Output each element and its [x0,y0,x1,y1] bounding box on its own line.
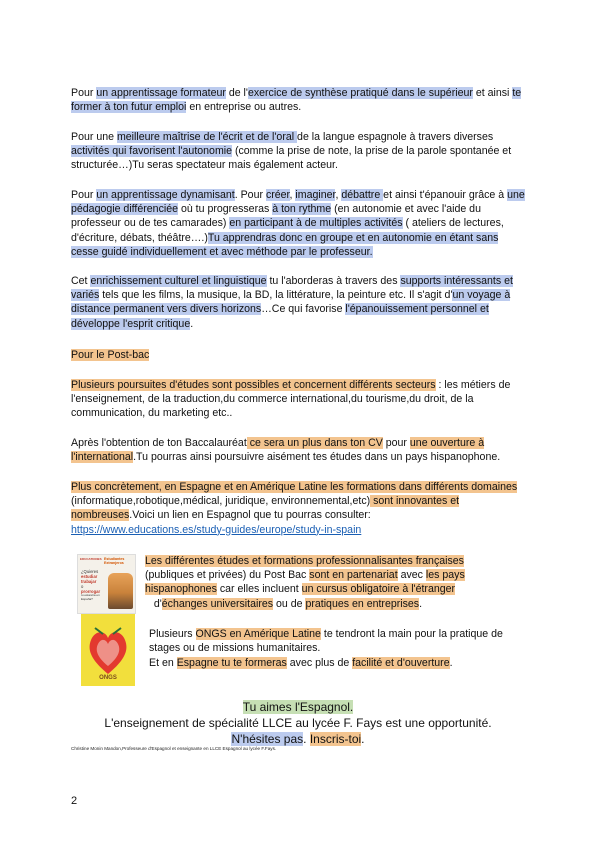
text: Et en [149,657,177,669]
text: en entreprise ou autres. [186,101,302,114]
text: …Ce qui favorise [261,303,346,316]
highlight: ce sera un plus dans ton CV [246,437,383,449]
closing-line-1 [0,699,596,715]
paragraph-10 [149,627,529,655]
text: de l' [225,87,248,99]
text: ( ateliers de lectures, d'écriture, débats, théâtre….) [71,217,504,244]
highlight: pratiques en entreprises [305,597,420,610]
highlight: débattre [341,189,384,201]
cover-title: Estudiantes Extranjeros [104,557,125,565]
highlight: Les différentes études et formations professionnalisantes françaises [145,555,464,567]
highlight: un apprentissage formateur [96,87,226,99]
text: Pour [71,87,97,99]
text: Cet [71,275,91,287]
highlight: échanges universitaires [161,597,274,610]
highlight: ONGS en Amérique Latine [195,628,321,640]
text: ou de [273,597,306,610]
highlight: l'épanouissement personnel et développe l'esprit critique [71,303,489,330]
text: te tendront la main pour la pratique de stages ou de missions humanitaires. [149,628,503,655]
highlight: supports intéressants et variés [71,275,513,302]
highlight: Inscris-toi [309,732,362,746]
highlight: créer [265,189,290,201]
ong-logo-text: ONGS [99,675,117,681]
text: . [190,317,194,330]
text: tels que les films, la musique, la BD, la littérature, la peinture etc. Il s'agit d' [99,289,453,302]
paragraph-1 [71,86,526,114]
text: Après l'obtention de ton Baccalauréat [71,437,247,449]
text: : les métiers de l'enseignement, de la traduction,du commerce international,du tourisme,du droit, de la communication, du marketing etc.. [71,379,511,420]
book-cover-image [77,554,136,614]
cover-text [81,569,109,601]
text: . [449,657,453,669]
page-number: 2 [71,795,78,807]
text: pour [382,437,410,449]
paragraph-4 [71,274,526,331]
text: .Tu pourras ainsi poursuivre aisément tes études dans un pays hispanophone. [133,451,501,464]
cover-line: prorrogar [81,589,101,594]
closing-line-2: L'enseignement de spécialité LLCE au lycée F. Fays est une opportunité. [104,716,492,730]
text: . [361,732,365,746]
paragraph-9 [145,554,505,611]
highlight: sont innovantes et nombreuses [71,495,460,522]
text: Pour une [71,131,117,143]
text: avec plus de [286,657,353,669]
text: (comme la prise de note, la prise de la parole spontanée et structurée…)Tu seras spectateur mais également acteur. [71,145,512,172]
highlight: N'hésites pas [231,732,304,746]
cover-line: tu estancia en España? [81,593,100,601]
cover-line: o [81,584,84,589]
text: (informatique,robotique,médical, juridique, environnemental,etc) [71,495,371,508]
highlight: te former à ton futur emploi [71,87,522,114]
text: Plusieurs [149,628,196,640]
text: , [335,189,342,201]
text: d' [150,597,162,610]
highlight: imaginer [295,189,336,201]
text: (en autonomie et avec l'aide du professeur ou de tes camarades) [71,203,481,230]
text: car elles incluent [216,583,302,596]
highlight: Tu aimes l'Espagnol. [242,700,354,714]
highlight: meilleure maîtrise de l'écrit et de l'oral [116,131,298,143]
highlight: les pays hispanophones [145,569,465,596]
highlight: enrichissement culturel et linguistique [90,275,267,287]
paragraph-3 [71,188,526,259]
text: Pour [71,189,97,201]
highlight: une ouverture à l'international [71,437,485,464]
paragraph-8 [71,480,526,537]
text: et ainsi [472,87,513,99]
text: avec [397,569,426,582]
highlight: en participant à de multiples activités [229,217,403,230]
highlight: Plusieurs poursuites d'études sont possibles et concernent différents secteurs [71,379,436,391]
highlight: un cursus obligatoire à l'étranger [301,583,456,596]
highlight: sont en partenariat [309,569,398,582]
highlight: une pédagogie différenciée [71,189,525,216]
text: , [289,189,296,201]
cover-people-icon [108,573,133,609]
highlight: un apprentissage dynamisant [96,189,235,201]
text: où tu progresseras [178,203,273,216]
publisher-logo: EDUCATIONES [80,557,102,561]
text: (publiques et privées) du Post Bac [145,569,310,582]
highlight: facilité et d'ouverture [352,657,450,669]
text: .Voici un lien en Espagnol que tu pourras consulter: [129,509,371,522]
closing-line-3 [0,731,596,747]
cover-line: trabajar [81,579,97,584]
study-in-spain-link[interactable]: https://www.educations.es/study-guides/europe/study-in-spain [71,523,362,536]
highlight: un voyage à distance permanent vers divers horizons [71,289,511,316]
text: tu l'aborderas à travers des [266,275,401,287]
paragraph-2 [71,130,526,173]
text: . Pour [234,189,266,201]
highlight: Espagne tu te formeras [176,657,287,669]
author-credit: Christine Monin Mandon,Professeure d'Espagnol et enseignante en LLCE Espagnol au lycée F.Fays. [71,746,277,751]
ong-logo-image [81,614,135,686]
paragraph-7 [71,436,526,464]
cover-line: estudiar [81,574,98,579]
highlight: exercice de synthèse pratiqué dans le supérieur [247,87,473,99]
highlight: Tu apprendras donc en groupe et en autonomie en étant sans cesse guidé individuellement et avec méthode par le professeur. [71,231,499,258]
highlight: Plus concrètement, en Espagne et en Amérique Latine les formations dans différents domaines [71,481,518,493]
paragraph-11 [149,656,529,670]
highlight: à ton rythme [272,203,332,216]
highlight: activités qui favorisent l'autonomie [71,145,233,158]
text: . [303,732,310,746]
text: . [419,597,423,610]
cover-line: ¿Quieres [81,569,99,574]
section-heading-postbac [71,348,526,362]
text: de la langue espagnole à travers diverses [297,131,494,143]
highlight: Pour le Post-bac [71,349,150,361]
text: et ainsi t'épanouir grâce à [383,189,508,201]
paragraph-6 [71,378,526,421]
